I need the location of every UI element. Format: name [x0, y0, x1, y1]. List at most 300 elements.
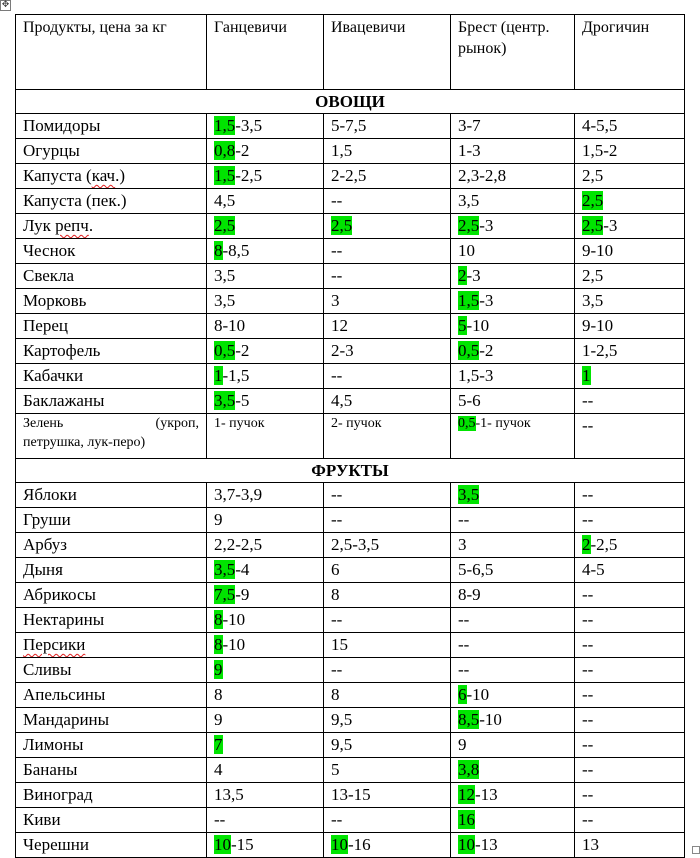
price-cell: [575, 608, 685, 633]
product-name-text: Огурцы: [23, 141, 80, 160]
product-name: [16, 239, 207, 264]
product-name: [16, 264, 207, 289]
price-text: --: [582, 585, 594, 604]
price-cell: [207, 533, 324, 558]
lowest-price-highlight: 1,5: [214, 116, 236, 135]
price-text: 9,5: [331, 735, 353, 754]
product-name-text: Груши: [23, 510, 71, 529]
price-cell: [575, 783, 685, 808]
price-cell: [451, 658, 575, 683]
price-cell: [575, 139, 685, 164]
price-cell: [207, 189, 324, 214]
lowest-price-highlight: 10: [458, 835, 475, 854]
price-cell: [207, 239, 324, 264]
product-name: [16, 833, 207, 858]
product-name: [16, 164, 207, 189]
lowest-price-highlight: 1: [214, 366, 223, 385]
price-text: 9,5: [331, 710, 353, 729]
lowest-price-highlight: 7: [214, 735, 223, 754]
section-title: ОВОЩИ: [16, 90, 685, 114]
table-row: [16, 583, 685, 608]
price-cell: [575, 239, 685, 264]
price-text: 2- пучок: [331, 416, 382, 431]
price-text: 12: [331, 316, 348, 335]
price-text: 10: [458, 241, 475, 260]
price-text: 4,5: [331, 391, 353, 410]
price-text: -4: [235, 560, 250, 579]
price-cell: [575, 558, 685, 583]
lowest-price-highlight: 3,8: [458, 760, 480, 779]
table-row: [16, 214, 685, 239]
product-name-text: Помидоры: [23, 116, 101, 135]
product-name: [16, 214, 207, 239]
lowest-price-highlight: 16: [458, 810, 475, 829]
price-text: 9: [214, 710, 223, 729]
price-text: -2: [479, 341, 494, 360]
price-text: -10: [222, 610, 246, 629]
price-text: -3: [466, 266, 481, 285]
price-cell: [451, 414, 575, 459]
price-cell: [207, 364, 324, 389]
section-header-row: [16, 459, 685, 483]
price-text: 4: [214, 760, 223, 779]
table-row: [16, 658, 685, 683]
price-cell: [451, 708, 575, 733]
price-cell: [324, 683, 451, 708]
price-text: 1,5-2: [582, 141, 618, 160]
price-text: 13,5: [214, 785, 244, 804]
price-text: --: [331, 510, 343, 529]
price-text: --: [582, 485, 594, 504]
product-name-text: Свекла: [23, 266, 75, 285]
price-text: 2-2,5: [331, 166, 367, 185]
product-name: [16, 608, 207, 633]
product-name: [16, 533, 207, 558]
price-cell: [207, 264, 324, 289]
price-text: -13: [475, 785, 498, 804]
product-name: [16, 289, 207, 314]
price-cell: [451, 733, 575, 758]
product-name: [16, 708, 207, 733]
price-cell: [324, 314, 451, 339]
lowest-price-highlight: 3,5: [214, 391, 236, 410]
price-table-container: [15, 14, 685, 858]
price-text: -13: [475, 835, 498, 854]
section-title: ФРУКТЫ: [16, 459, 685, 483]
price-text: 13-15: [331, 785, 371, 804]
product-name-text: Дыня: [23, 560, 63, 579]
price-cell: [575, 808, 685, 833]
product-name: [16, 758, 207, 783]
price-cell: [451, 339, 575, 364]
lowest-price-highlight: 3,5: [458, 485, 480, 504]
product-name-text: Бананы: [23, 760, 78, 779]
price-text: --: [331, 266, 343, 285]
product-name-text: Апельсины: [23, 685, 106, 704]
lowest-price-highlight: 12: [458, 785, 475, 804]
price-cell: [207, 608, 324, 633]
table-row: [16, 314, 685, 339]
table-row: [16, 683, 685, 708]
table-row: [16, 633, 685, 658]
product-name: [16, 658, 207, 683]
product-name: [16, 783, 207, 808]
table-row: [16, 808, 685, 833]
price-cell: [575, 164, 685, 189]
price-text: -3: [603, 216, 618, 235]
lowest-price-highlight: 0,8: [214, 141, 236, 160]
price-text: --: [582, 735, 594, 754]
price-cell: [575, 483, 685, 508]
price-cell: [575, 264, 685, 289]
product-name: [16, 414, 207, 459]
price-cell: [324, 414, 451, 459]
price-text: 5-6: [458, 391, 481, 410]
price-cell: [451, 214, 575, 239]
price-cell: [451, 189, 575, 214]
lowest-price-highlight: 0,5: [214, 341, 236, 360]
product-name: [16, 314, 207, 339]
price-text: --: [331, 660, 343, 679]
product-name-text: Баклажаны: [23, 391, 105, 410]
price-cell: [324, 758, 451, 783]
price-cell: [575, 364, 685, 389]
price-text: --: [458, 635, 470, 654]
price-text: --: [582, 760, 594, 779]
product-name-text: Лук репч.: [23, 216, 94, 235]
price-cell: [575, 833, 685, 858]
product-name: [16, 339, 207, 364]
price-cell: [207, 758, 324, 783]
table-row: [16, 139, 685, 164]
price-cell: [451, 389, 575, 414]
price-cell: [575, 658, 685, 683]
price-text: 2,2-2,5: [214, 535, 263, 554]
price-text: -3: [479, 216, 494, 235]
price-text: 6: [331, 560, 340, 579]
price-cell: [207, 483, 324, 508]
price-cell: [207, 289, 324, 314]
price-text: --: [582, 660, 594, 679]
price-cell: [324, 164, 451, 189]
price-text: --: [458, 660, 470, 679]
price-text: -3: [479, 291, 494, 310]
price-cell: [207, 733, 324, 758]
price-cell: [324, 633, 451, 658]
lowest-price-highlight: 7,5: [214, 585, 236, 604]
price-text: 8: [331, 685, 340, 704]
table-row: [16, 783, 685, 808]
price-cell: [451, 833, 575, 858]
price-cell: [324, 558, 451, 583]
price-text: --: [331, 191, 343, 210]
price-text: --: [331, 366, 343, 385]
product-name: [16, 508, 207, 533]
product-name-text: Персики: [23, 635, 86, 654]
price-text: --: [582, 685, 594, 704]
price-cell: [324, 708, 451, 733]
price-cell: [575, 683, 685, 708]
price-cell: [324, 658, 451, 683]
price-text: --: [582, 510, 594, 529]
price-cell: [451, 289, 575, 314]
lowest-price-highlight: 6: [458, 685, 467, 704]
price-text: --: [458, 510, 470, 529]
price-text: 5: [331, 760, 340, 779]
product-name-text: Киви: [23, 810, 61, 829]
product-name-text: Перец: [23, 316, 68, 335]
price-cell: [207, 164, 324, 189]
price-cell: [207, 114, 324, 139]
price-cell: [324, 533, 451, 558]
price-text: 3: [458, 535, 467, 554]
table-row: [16, 708, 685, 733]
product-name-text: Абрикосы: [23, 585, 96, 604]
price-cell: [324, 833, 451, 858]
header-products: Продукты, цена за кг: [16, 15, 207, 90]
product-name-text: Арбуз: [23, 535, 67, 554]
price-cell: [451, 608, 575, 633]
lowest-price-highlight: 8: [214, 610, 223, 629]
price-text: --: [458, 610, 470, 629]
price-text: --: [582, 785, 594, 804]
price-text: 1- пучок: [214, 416, 265, 431]
price-cell: [451, 683, 575, 708]
lowest-price-highlight: 10: [214, 835, 231, 854]
product-name-line: петрушка, лук-перо): [23, 435, 146, 450]
product-name: [16, 139, 207, 164]
price-text: -10: [222, 635, 246, 654]
table-row: [16, 339, 685, 364]
price-text: -10: [466, 316, 490, 335]
price-cell: [575, 708, 685, 733]
price-cell: [324, 364, 451, 389]
price-cell: [324, 189, 451, 214]
price-cell: [575, 533, 685, 558]
lowest-price-highlight: 2,5: [331, 216, 353, 235]
price-cell: [207, 833, 324, 858]
section-header-row: [16, 90, 685, 114]
price-cell: [207, 658, 324, 683]
price-text: --: [582, 610, 594, 629]
price-cell: [575, 339, 685, 364]
lowest-price-highlight: 3,5: [214, 560, 236, 579]
table-row-greens: [16, 414, 685, 459]
lowest-price-highlight: 2,5: [458, 216, 480, 235]
price-text: --: [582, 710, 594, 729]
price-cell: [324, 808, 451, 833]
price-text: 2,5-3,5: [331, 535, 380, 554]
lowest-price-highlight: 2: [458, 266, 467, 285]
table-row: [16, 264, 685, 289]
price-text: 9-10: [582, 241, 614, 260]
price-text: 3,5: [214, 266, 236, 285]
product-name-text: Лимоны: [23, 735, 84, 754]
table-row: [16, 483, 685, 508]
price-cell: [207, 708, 324, 733]
price-text: 3,5: [458, 191, 480, 210]
price-text: 8: [214, 685, 223, 704]
price-cell: [324, 339, 451, 364]
product-name-text: Чеснок: [23, 241, 76, 260]
price-cell: [324, 608, 451, 633]
price-cell: [451, 558, 575, 583]
header-drogichin: Дрогичин: [575, 15, 685, 90]
price-cell: [207, 683, 324, 708]
price-cell: [451, 758, 575, 783]
price-cell: [451, 508, 575, 533]
price-text: 1-2,5: [582, 341, 618, 360]
product-name: [16, 733, 207, 758]
price-text: -1- пучок: [475, 416, 531, 431]
lowest-price-highlight: 2: [582, 535, 591, 554]
price-text: --: [582, 391, 594, 410]
price-text: -10: [466, 685, 490, 704]
price-cell: [451, 783, 575, 808]
price-cell: [575, 314, 685, 339]
price-cell: [451, 239, 575, 264]
lowest-price-highlight: 1,5: [458, 291, 480, 310]
price-text: 8-10: [214, 316, 246, 335]
table-move-handle-icon[interactable]: ✥: [1, 0, 10, 10]
price-text: -9: [235, 585, 250, 604]
price-cell: [451, 139, 575, 164]
price-text: -5: [235, 391, 250, 410]
price-text: --: [331, 810, 343, 829]
price-text: 1,5: [331, 141, 353, 160]
price-cell: [575, 114, 685, 139]
lowest-price-highlight: 9: [214, 660, 223, 679]
price-text: -16: [348, 835, 371, 854]
price-text: 3,5: [582, 291, 604, 310]
price-cell: [324, 289, 451, 314]
product-name: [16, 583, 207, 608]
product-name: [16, 808, 207, 833]
table-row: [16, 608, 685, 633]
price-cell: [575, 414, 685, 459]
table-row: [16, 164, 685, 189]
product-name-text: Кабачки: [23, 366, 84, 385]
product-name-line: Зелень (укроп,: [23, 416, 199, 431]
lowest-price-highlight: 1: [582, 366, 591, 385]
lowest-price-highlight: 2,5: [582, 191, 604, 210]
product-name: [16, 364, 207, 389]
price-cell: [324, 264, 451, 289]
price-text: 13: [582, 835, 599, 854]
price-text: 8: [331, 585, 340, 604]
price-cell: [575, 389, 685, 414]
price-text: -10: [479, 710, 502, 729]
price-cell: [575, 289, 685, 314]
price-text: --: [582, 810, 594, 829]
price-text: 5-7,5: [331, 116, 367, 135]
lowest-price-highlight: 10: [331, 835, 348, 854]
price-cell: [324, 114, 451, 139]
table-row: [16, 733, 685, 758]
price-cell: [575, 733, 685, 758]
price-table: [15, 14, 685, 858]
price-cell: [207, 414, 324, 459]
price-text: --: [331, 241, 343, 260]
price-cell: [207, 314, 324, 339]
price-cell: [207, 389, 324, 414]
price-text: 4-5: [582, 560, 605, 579]
table-row: [16, 289, 685, 314]
price-cell: [324, 214, 451, 239]
product-name-text: Яблоки: [23, 485, 77, 504]
table-row: [16, 833, 685, 858]
price-cell: [324, 583, 451, 608]
product-name: [16, 189, 207, 214]
price-text: 2,3-2,8: [458, 166, 507, 185]
price-text: --: [582, 635, 594, 654]
price-cell: [324, 483, 451, 508]
price-cell: [451, 264, 575, 289]
price-text: -15: [231, 835, 254, 854]
price-cell: [207, 508, 324, 533]
price-text: 9: [214, 510, 223, 529]
price-text: -1,5: [222, 366, 250, 385]
header-ivatsevichi: Ивацевичи: [324, 15, 451, 90]
product-name-text: Нектарины: [23, 610, 105, 629]
product-name: [16, 633, 207, 658]
price-cell: [324, 389, 451, 414]
price-cell: [575, 189, 685, 214]
lowest-price-highlight: 2,5: [582, 216, 604, 235]
price-cell: [451, 583, 575, 608]
table-row: [16, 114, 685, 139]
price-text: --: [214, 810, 226, 829]
price-cell: [575, 633, 685, 658]
price-text: -8,5: [222, 241, 250, 260]
price-cell: [324, 239, 451, 264]
price-cell: [207, 558, 324, 583]
price-text: 9-10: [582, 316, 614, 335]
lowest-price-highlight: 0,5: [458, 416, 476, 431]
price-text: -2: [235, 341, 250, 360]
price-text: -2,5: [590, 535, 618, 554]
lowest-price-highlight: 2,5: [214, 216, 236, 235]
price-cell: [451, 808, 575, 833]
price-text: 4-5,5: [582, 116, 618, 135]
price-cell: [451, 483, 575, 508]
price-cell: [324, 508, 451, 533]
table-row: [16, 508, 685, 533]
price-cell: [575, 214, 685, 239]
price-text: 1,5-3: [458, 366, 494, 385]
product-name-text: Капуста (пек.): [23, 191, 127, 210]
price-cell: [575, 583, 685, 608]
price-cell: [451, 633, 575, 658]
table-resize-handle[interactable]: [692, 846, 700, 854]
price-text: --: [331, 485, 343, 504]
table-header-row: [16, 15, 685, 90]
lowest-price-highlight: 1,5: [214, 166, 236, 185]
header-gantsevichi: Ганцевичи: [207, 15, 324, 90]
price-cell: [207, 583, 324, 608]
price-cell: [207, 783, 324, 808]
price-cell: [324, 783, 451, 808]
product-name: [16, 483, 207, 508]
price-text: --: [331, 610, 343, 629]
product-name-text: Картофель: [23, 341, 101, 360]
price-text: 3,7-3,9: [214, 485, 263, 504]
table-row: [16, 389, 685, 414]
price-cell: [575, 758, 685, 783]
price-text: 3-7: [458, 116, 481, 135]
price-cell: [207, 339, 324, 364]
table-row: [16, 558, 685, 583]
